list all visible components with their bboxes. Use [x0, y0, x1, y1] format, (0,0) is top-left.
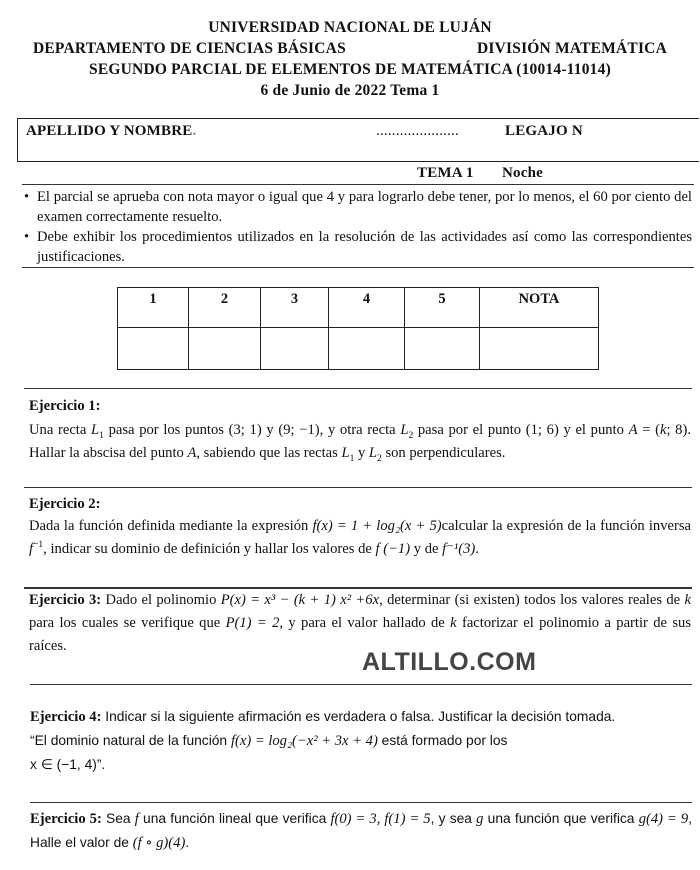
- university-name: UNIVERSIDAD NACIONAL DE LUJÁN: [208, 19, 492, 36]
- department-name: DEPARTAMENTO DE CIENCIAS BÁSICAS: [33, 40, 346, 57]
- exercise-2: [29, 494, 691, 561]
- rule-line: [30, 802, 692, 803]
- grade-cell[interactable]: [261, 328, 329, 370]
- grade-cell[interactable]: [329, 328, 405, 370]
- exercise-4-title: Ejercicio 4:: [30, 709, 102, 725]
- student-dots: .....................: [376, 123, 459, 139]
- exercise-5: Ejercicio 5: Sea f una función lineal que verifica f(0) = 3, f(1) = 5, y sea g una función que verifica g(4) = 9, Halle el valor de (f ∘ g)(4).: [30, 811, 693, 851]
- exercise-1-text: Una recta $L_1$ pasa por los puntos (3; 1) y (9; −1), y otra recta $L_2$ pasa por el punto (1; 6) y el punto A = (k; 8). Hallar la abscisa del punto A, sabiendo que las rectas $L_1$ y $L_2$ son perpendiculares.: [29, 422, 691, 464]
- exercise-2-text: Dada la función definida mediante la expresión f(x) = 1 + log₂(x + 5)calcular la expresión de la función inversa $f^{-1}$, indicar su dominio de definición y hallar los valores de f (−1) y de f⁻¹(3).: [29, 518, 691, 557]
- rule-line: [24, 487, 692, 488]
- tema-label: TEMA 1: [417, 165, 474, 181]
- exercise-4: Ejercicio 4: Indicar si la siguiente afirmación es verdadera o falsa. Justificar la decisión tomada. “El dominio natural de la función f(x) = log₂(−x² + 3x + 4) está formado por los x ∈ (−1, 4)”.: [30, 709, 616, 772]
- grade-table: [117, 287, 599, 370]
- rule-item: • El parcial se aprueba con nota mayor o igual que 4 y para lograrlo debe tener, por lo menos, el 60 por ciento del examen correctamente resuelto.: [24, 189, 692, 225]
- tema-shift: Noche: [502, 165, 543, 181]
- grade-header-cell: 3: [261, 288, 329, 328]
- student-info-box: [17, 118, 699, 162]
- rule-line: [22, 184, 694, 185]
- grade-cell[interactable]: [189, 328, 261, 370]
- grade-header-cell: 4: [329, 288, 405, 328]
- rule-line: [24, 388, 692, 389]
- exercise-1: [29, 396, 691, 465]
- function-formula: f(x) = log₂(−x² + 3x + 4): [230, 733, 378, 749]
- grade-cell[interactable]: [405, 328, 480, 370]
- exam-title: SEGUNDO PARCIAL DE ELEMENTOS DE MATEMÁTICA (10014-11014): [89, 61, 611, 78]
- exercise-5-title: Ejercicio 5:: [30, 811, 102, 827]
- rules-list: [24, 187, 692, 267]
- grade-cell[interactable]: [118, 328, 189, 370]
- polynomial: P(x) = x³ − (k + 1) x² +6x: [220, 592, 380, 608]
- grade-cell[interactable]: [480, 328, 599, 370]
- exercise-3-title: Ejercicio 3:: [29, 592, 102, 608]
- watermark: ALTILLO.COM: [362, 648, 537, 676]
- exam-date: 6 de Junio de 2022 Tema 1: [260, 82, 440, 99]
- grade-header-cell: 2: [189, 288, 261, 328]
- grade-header-cell: 1: [118, 288, 189, 328]
- exercise-2-title: Ejercicio 2:: [29, 496, 101, 512]
- grade-header-cell: NOTA: [480, 288, 599, 328]
- student-name-label: APELLIDO Y NOMBRE.: [26, 123, 197, 139]
- division-name: DIVISIÓN MATEMÁTICA: [477, 40, 667, 57]
- exercise-3: Ejercicio 3: Dado el polinomio P(x) = x³ − (k + 1) x² +6x, determinar (si existen) todos los valores reales de k para los cuales se verifique que P(1) = 2, y para el valor hallado de k factorizar el polinomio a partir de sus raíces.: [29, 592, 692, 654]
- rule-item: • Debe exhibir los procedimientos utilizados en la resolución de las actividades así como las correspondientes justificaciones.: [24, 229, 692, 265]
- grade-header-cell: 5: [405, 288, 480, 328]
- rule-line: [30, 684, 692, 685]
- exercise-1-title: Ejercicio 1:: [29, 398, 101, 414]
- legajo-label: LEGAJO N: [505, 123, 583, 139]
- function-formula: f(x) = 1 + log₂(x + 5): [312, 518, 442, 534]
- rule-line: [22, 267, 694, 268]
